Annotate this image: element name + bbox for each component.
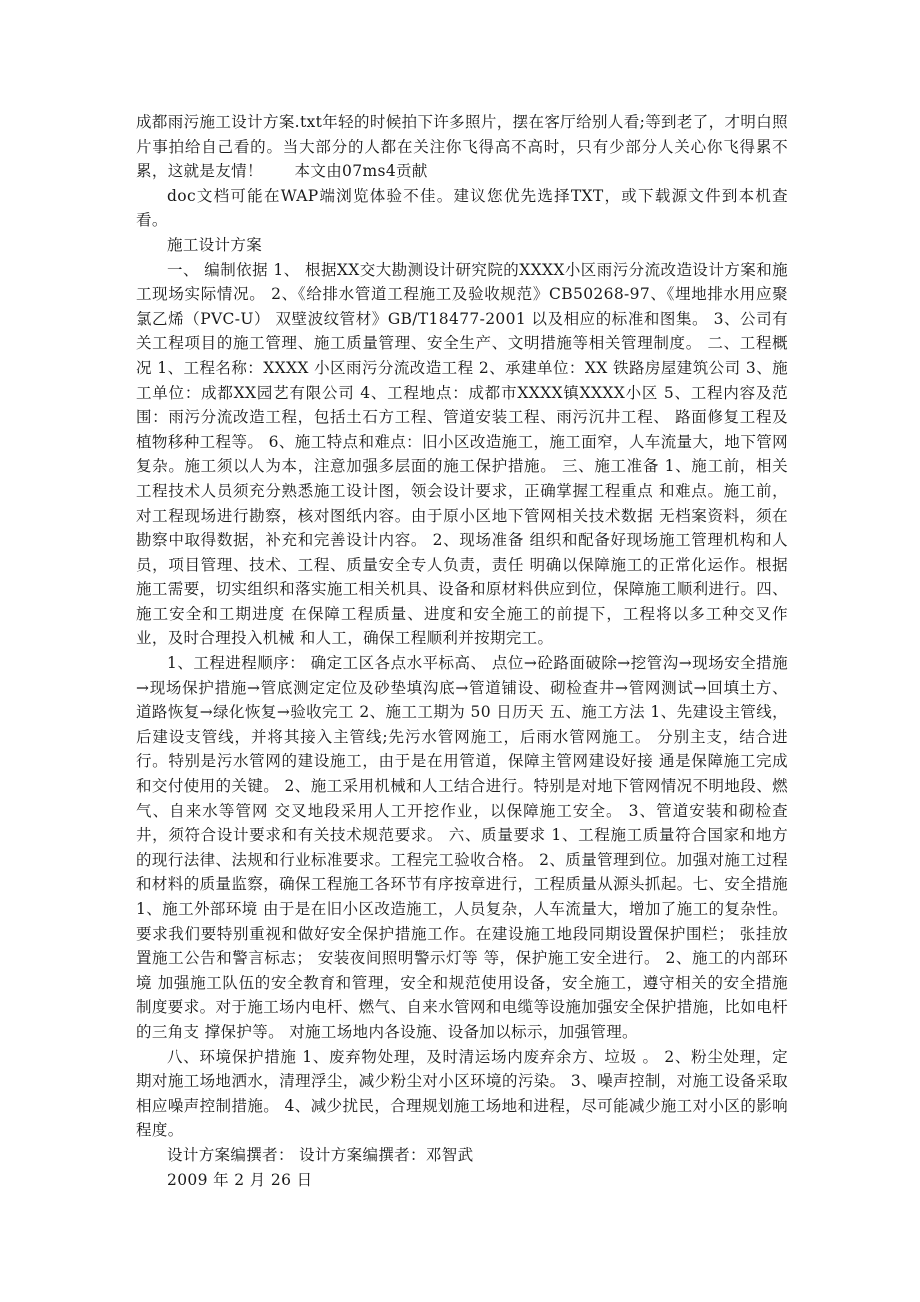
document-body bbox=[136, 110, 788, 1192]
intro-paragraph: 成都雨污施工设计方案.txt年轻的时候拍下许多照片，摆在客厅给别人看;等到老了，才明白照片事拍给自己看的。当大部分的人都在关注你飞得高不高时，只有少部分人关心你飞得累不累，这就是友情！ 本文由07ms4贡献 bbox=[136, 113, 788, 181]
body-paragraph-3: 八、环境保护措施 1、废弃物处理，及时清运场内废弃余方、垃圾 。 2、粉尘处理，定期对施工场地洒水，清理浮尘，减少粉尘对小区环境的污染。 3、噪声控制，对施工设备采取相应噪声控制措施。 4、减少扰民，合理规划施工场地和进程，尽可能减少施工对小区的影响程度。 bbox=[136, 1047, 788, 1140]
body-paragraph-2: 1、工程进程顺序： 确定工区各点水平标高、 点位→砼路面破除→挖管沟→现场安全措施→现场保护措施→管底测定定位及砂垫填沟底→管道铺设、砌检查井→管网测试→回填土方、 道路恢复→绿化恢复→验收完工 2、施工工期为 50 日历天 五、施工方法 1、先建设主管线，后建设支管线，并将其接入主管线;先污水管网施工，后雨水管网施工。 分别主支，结合进行。特别是污水管网的建设施工，由于是在用管道，保障主管网建设好接 通是保障施工完成和交付使用的关键。 2、施工采用机械和人工结合进行。特别是对地下管网情况不明地段、燃气、自来水等管网 交叉地段采用人工开挖作业，以保障施工安全。 3、管道安装和砌检查井，须符合设计要求和有关技术规范要求。 六、质量要求 1、工程施工质量符合国家和地方的现行法律、法规和行业标准要求。工程完工验收合格。 2、质量管理到位。加强对施工过程和材料的质量监察，确保工程施工各环节有序按章进行，工程质量从源头抓起。七、安全措施 1、施工外部环境 由于是在旧小区改造施工，人员复杂，人车流量大，增加了施工的复杂性。要求我们要特别重视和做好安全保护措施工作。在建设施工地段同期设置保护围栏； 张挂放置施工公告和警言标志； 安装夜间照明警示灯等 等，保护施工安全进行。 2、施工的内部环境 加强施工队伍的安全教育和管理，安全和规范使用设备，安全施工，遵守相关的安全措施制度要求。对于施工场内电杆、燃气、自来水管网和电缆等设施加强安全保护措施，比如电杆的三角支 撑保护等。 对施工场地内各设施、设备加以标示，加强管理。 bbox=[136, 654, 788, 1041]
author-line: 设计方案编撰者： 设计方案编撰者：邓智武 bbox=[167, 1145, 474, 1164]
date-line: 2009 年 2 月 26 日 bbox=[167, 1170, 313, 1189]
notice-paragraph: doc文档可能在WAP端浏览体验不佳。建议您优先选择TXT，或下载源文件到本机查看。 bbox=[136, 186, 788, 230]
body-paragraph-1: 一、 编制依据 1、 根据XX交大勘测设计研究院的XXXX小区雨污分流改造设计方案和施工现场实际情况。 2、《给排水管道工程施工及验收规范》CB50268-97、《埋地排水用应聚氯乙烯（PVC-U） 双壁波纹管材》GB/T18477-2001 以及相应的标准和图集。 3、公司有关工程项目的施工管理、施工质量管理、安全生产、文明措施等相关管理制度。 二、工程概况 1、工程名称：XXXX 小区雨污分流改造工程 2、承建单位：XX 铁路房屋建筑公司 3、施工单位：成都XX园艺有限公司 4、工程地点：成都市XXXX镇XXXX小区 5、工程内容及范围：雨污分流改造工程，包括土石方工程、管道安装工程、雨污沉井工程、 路面修复工程及植物移种工程等。 6、施工特点和难点：旧小区改造施工，施工面窄，人车流量大，地下管网复杂。施工须以人为本，注意加强多层面的施工保护措施。 三、施工准备 1、施工前，相关工程技术人员须充分熟悉施工设计图，领会设计要求，正确掌握工程重点 和难点。施工前，对工程现场进行勘察，核对图纸内容。由于原小区地下管网相关技术数据 无档案资料，须在勘察中取得数据，补充和完善设计内容。 2、现场准备 组织和配备好现场施工管理机构和人员，项目管理、技术、工程、质量安全专人负责，责任 明确以保障施工的正常化运作。根据施工需要，切实组织和落实施工相关机具、设备和原材料供应到位，保障施工顺利进行。四、施工安全和工期进度 在保障工程质量、进度和安全施工的前提下，工程将以多工种交叉作业，及时合理投入机械 和人工，确保工程顺利并按期完工。 bbox=[136, 260, 788, 648]
document-title: 施工设计方案 bbox=[167, 235, 263, 254]
